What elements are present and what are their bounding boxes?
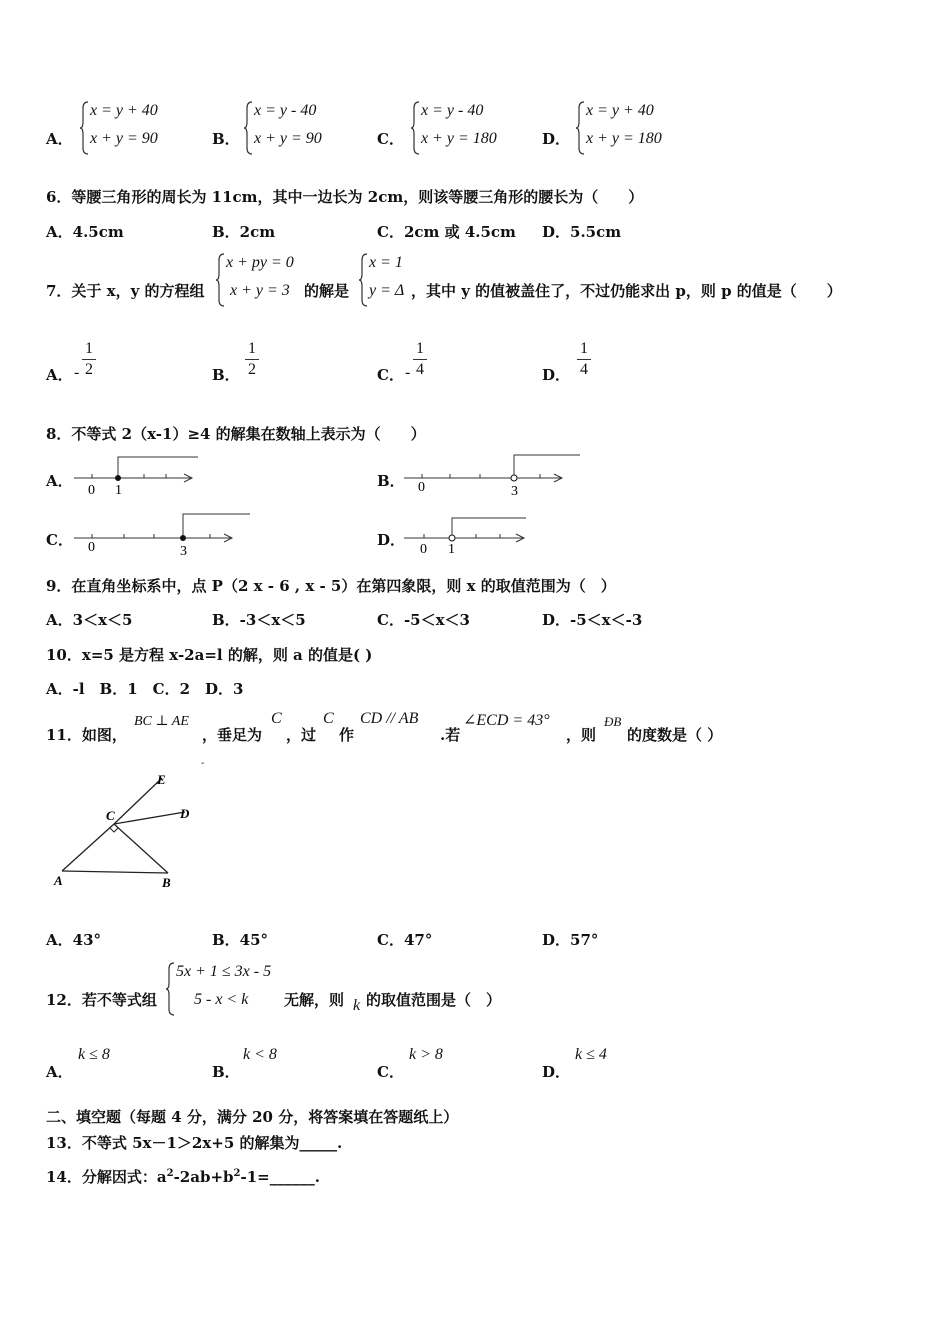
q6-option-a: A．4.5cm bbox=[46, 223, 124, 241]
q11-math-5: ∠ECD = 43° bbox=[463, 712, 550, 729]
q12-prefix: 12．若不等式组 bbox=[46, 991, 157, 1009]
label-d: D bbox=[180, 806, 190, 821]
q11-option-a: A．43° bbox=[46, 931, 102, 949]
q11-option-b: B．45° bbox=[212, 931, 269, 949]
q12-middle: 无解，则 bbox=[284, 991, 345, 1009]
q11-math-4: CD // AB bbox=[360, 710, 419, 727]
q11-stray-mark: - bbox=[201, 758, 205, 769]
q9-option-d: D．-5＜x＜-3 bbox=[542, 611, 643, 629]
q8-option-a-letter: A． bbox=[46, 472, 73, 490]
q7-middle: 的解是 bbox=[304, 282, 350, 300]
q7-option-c-sign: - bbox=[405, 364, 411, 381]
q8-option-d-number-line bbox=[400, 508, 540, 558]
q7-option-b-letter: B． bbox=[212, 366, 240, 384]
q12-option-b-letter: B． bbox=[212, 1063, 240, 1081]
q7-option-b-fraction: 1 2 bbox=[245, 340, 259, 379]
q12-option-b-expr: k < 8 bbox=[243, 1046, 277, 1063]
q11-text-6: 的度数是（ ） bbox=[627, 726, 723, 744]
q12-option-d-expr: k ≤ 4 bbox=[575, 1046, 607, 1063]
q7-option-d-fraction: 1 4 bbox=[577, 340, 591, 379]
q6-option-b: B．2cm bbox=[212, 223, 276, 241]
q9-stem: 9．在直角坐标系中，点 P（2 x - 6 , x - 5）在第四象限，则 x 的取值范围为（ ） bbox=[46, 577, 616, 595]
q12-option-c-expr: k > 8 bbox=[409, 1046, 443, 1063]
q13-stem: 13．不等式 5x－1＞2x+5 的解集为_____. bbox=[46, 1134, 343, 1152]
q11-math-1: BC ⊥ AE bbox=[134, 714, 189, 729]
q11-math-6: ÐB bbox=[604, 714, 622, 729]
q8-option-c-letter: C． bbox=[46, 531, 73, 549]
q8-option-b-number-line bbox=[400, 448, 585, 498]
q11-option-c: C．47° bbox=[377, 931, 433, 949]
q8-stem: 8．不等式 2（x-1）≥4 的解集在数轴上表示为（ ） bbox=[46, 425, 426, 443]
q9-option-a: A．3＜x＜5 bbox=[46, 611, 133, 629]
q11-text-1: ，垂足为 bbox=[202, 726, 263, 744]
mark-label: 3 bbox=[511, 484, 518, 498]
q5-option-d-letter: D． bbox=[542, 130, 571, 148]
q11-prefix: 11．如图， bbox=[46, 726, 127, 744]
q5-option-a-letter: A． bbox=[46, 130, 73, 148]
q7-option-a-sign: - bbox=[74, 364, 80, 381]
q5-option-b-letter: B． bbox=[212, 130, 240, 148]
q11-math-2: C bbox=[271, 710, 282, 727]
q9-option-b: B．-3＜x＜5 bbox=[212, 611, 306, 629]
label-a: A bbox=[54, 873, 63, 888]
q7-option-c-letter: C． bbox=[377, 366, 404, 384]
q7-prefix: 7．关于 x，y 的方程组 bbox=[46, 282, 205, 300]
q8-option-b-letter: B． bbox=[377, 472, 405, 490]
q12-k: k bbox=[353, 997, 361, 1014]
q9-option-c: C．-5＜x＜3 bbox=[377, 611, 470, 629]
label-e: E bbox=[157, 772, 166, 787]
q11-text-3: 作 bbox=[339, 726, 355, 744]
q7-option-d-letter: D． bbox=[542, 366, 571, 384]
q11-math-3: C bbox=[323, 710, 334, 727]
section-2-heading: 二、填空题（每题 4 分，满分 20 分，将答案填在答题纸上） bbox=[46, 1108, 459, 1126]
q7-option-c-fraction: 1 4 bbox=[413, 340, 427, 379]
q6-option-d: D．5.5cm bbox=[542, 223, 622, 241]
label-b: B bbox=[162, 875, 171, 890]
q8-option-c-number-line bbox=[70, 508, 255, 558]
label-c: C bbox=[106, 808, 115, 823]
zero-label: 0 bbox=[88, 540, 95, 555]
zero-label: 0 bbox=[418, 480, 425, 495]
mark-label: 1 bbox=[448, 542, 455, 557]
q12-option-a-letter: A． bbox=[46, 1063, 73, 1081]
q7-option-a-letter: A． bbox=[46, 366, 73, 384]
q14-stem: 14．分解因式：$a^2-2ab+b^2-1=\_\_\_\_\_\_$. bbox=[46, 1168, 320, 1186]
q12-option-d-letter: D． bbox=[542, 1063, 571, 1081]
q11-text-4: .若 bbox=[440, 726, 461, 744]
zero-label: 0 bbox=[420, 542, 427, 557]
q11-option-d: D．57° bbox=[542, 931, 599, 949]
q11-text-5: ，则 bbox=[566, 726, 597, 744]
q8-option-a-number-line bbox=[70, 450, 210, 498]
mark-label: 3 bbox=[180, 544, 187, 558]
q6-stem: 6．等腰三角形的周长为 11cm，其中一边长为 2cm，则该等腰三角形的腰长为（ ） bbox=[46, 188, 644, 206]
zero-label: 0 bbox=[88, 483, 95, 498]
q8-option-d-letter: D． bbox=[377, 531, 406, 549]
q6-option-c: C．2cm 或 4.5cm bbox=[377, 223, 516, 241]
q7-option-a-fraction: 1 2 bbox=[82, 340, 96, 379]
q11-text-2: ，过 bbox=[286, 726, 317, 744]
q12-option-c-letter: C． bbox=[377, 1063, 404, 1081]
q5-option-c-letter: C． bbox=[377, 130, 404, 148]
q12-suffix: 的取值范围是（ ） bbox=[366, 991, 502, 1009]
q7-suffix: ，其中 y 的值被盖住了，不过仍能求出 p，则 p 的值是（ ） bbox=[411, 282, 842, 300]
q10-stem: 10．x=5 是方程 x-2a=l 的解，则 a 的值是( ) bbox=[46, 646, 373, 664]
q12-option-a-expr: k ≤ 8 bbox=[78, 1046, 110, 1063]
mark-label: 1 bbox=[115, 483, 122, 498]
q11-figure bbox=[50, 768, 225, 893]
q10-options: A．-l B．1 C．2 D．3 bbox=[46, 680, 244, 698]
